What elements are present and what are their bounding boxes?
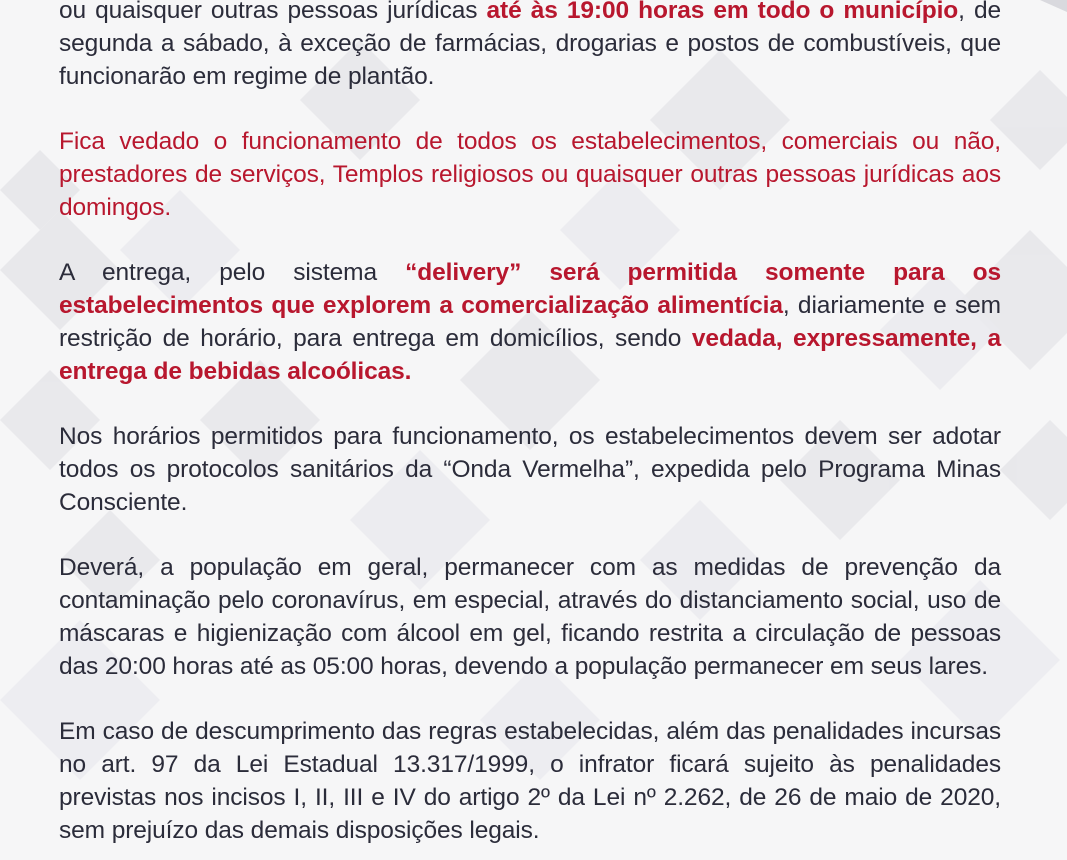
text-segment: A entrega, pelo sistema [59,259,406,286]
paragraph-sanitary-protocols [59,420,1001,519]
paragraph-penalties [59,715,1001,847]
document-body [59,0,1001,860]
highlight-alcohol-ban: vedada, expressamente, a entrega de bebidas alcoólicas. [59,325,1001,385]
paragraph-business-hours [59,0,1001,93]
paragraph-sunday-closure [59,125,1001,224]
text-segment: Nos horários permitidos para funcionamento, os estabelecimentos devem ser adotar todos os protocolos sanitários da “Onda Vermelha”, expedida pelo Programa Minas Consciente. [59,423,1001,516]
highlight-curfew-hours: até às 19:00 horas em todo o município [486,0,959,24]
text-segment: , de segunda a sábado, à exceção de farmácias, drogarias e postos de combustíveis, que funcionarão em regime de plantão. [59,0,1001,90]
paragraph-delivery [59,256,1001,388]
text-segment: , diariamente e sem restrição de horário, para entrega em domicílios, sendo [59,292,1001,352]
text-segment: Fica vedado o funcionamento de todos os estabelecimentos, comerciais ou não, prestadores de serviços, Templos religiosos ou quaisquer outras pessoas jurídicas aos domingos. [59,128,1001,221]
text-segment: Deverá, a população em geral, permanecer com as medidas de prevenção da contaminação pelo coronavírus, em especial, através do distanciamento social, uso de máscaras e higienização com álcool em gel, ficando restrita a circulação de pessoas das 20:00 horas até as 05:00 horas, devendo a população permanecer em seus lares. [59,554,1001,680]
highlight-delivery-permitted: “delivery” será permitida somente para os estabelecimentos que explorem a comercialização alimentícia [59,259,1001,319]
text-segment: Em caso de descumprimento das regras estabelecidas, além das penalidades incursas no art. 97 da Lei Estadual 13.317/1999, o infrator ficará sujeito às penalidades previstas nos incisos I, II, III e IV do artigo 2º da Lei nº 2.262, de 26 de maio de 2020, sem prejuízo das demais disposições legais. [59,718,1001,844]
text-segment: ou quaisquer outras pessoas jurídicas [59,0,487,24]
paragraph-prevention-measures [59,551,1001,683]
